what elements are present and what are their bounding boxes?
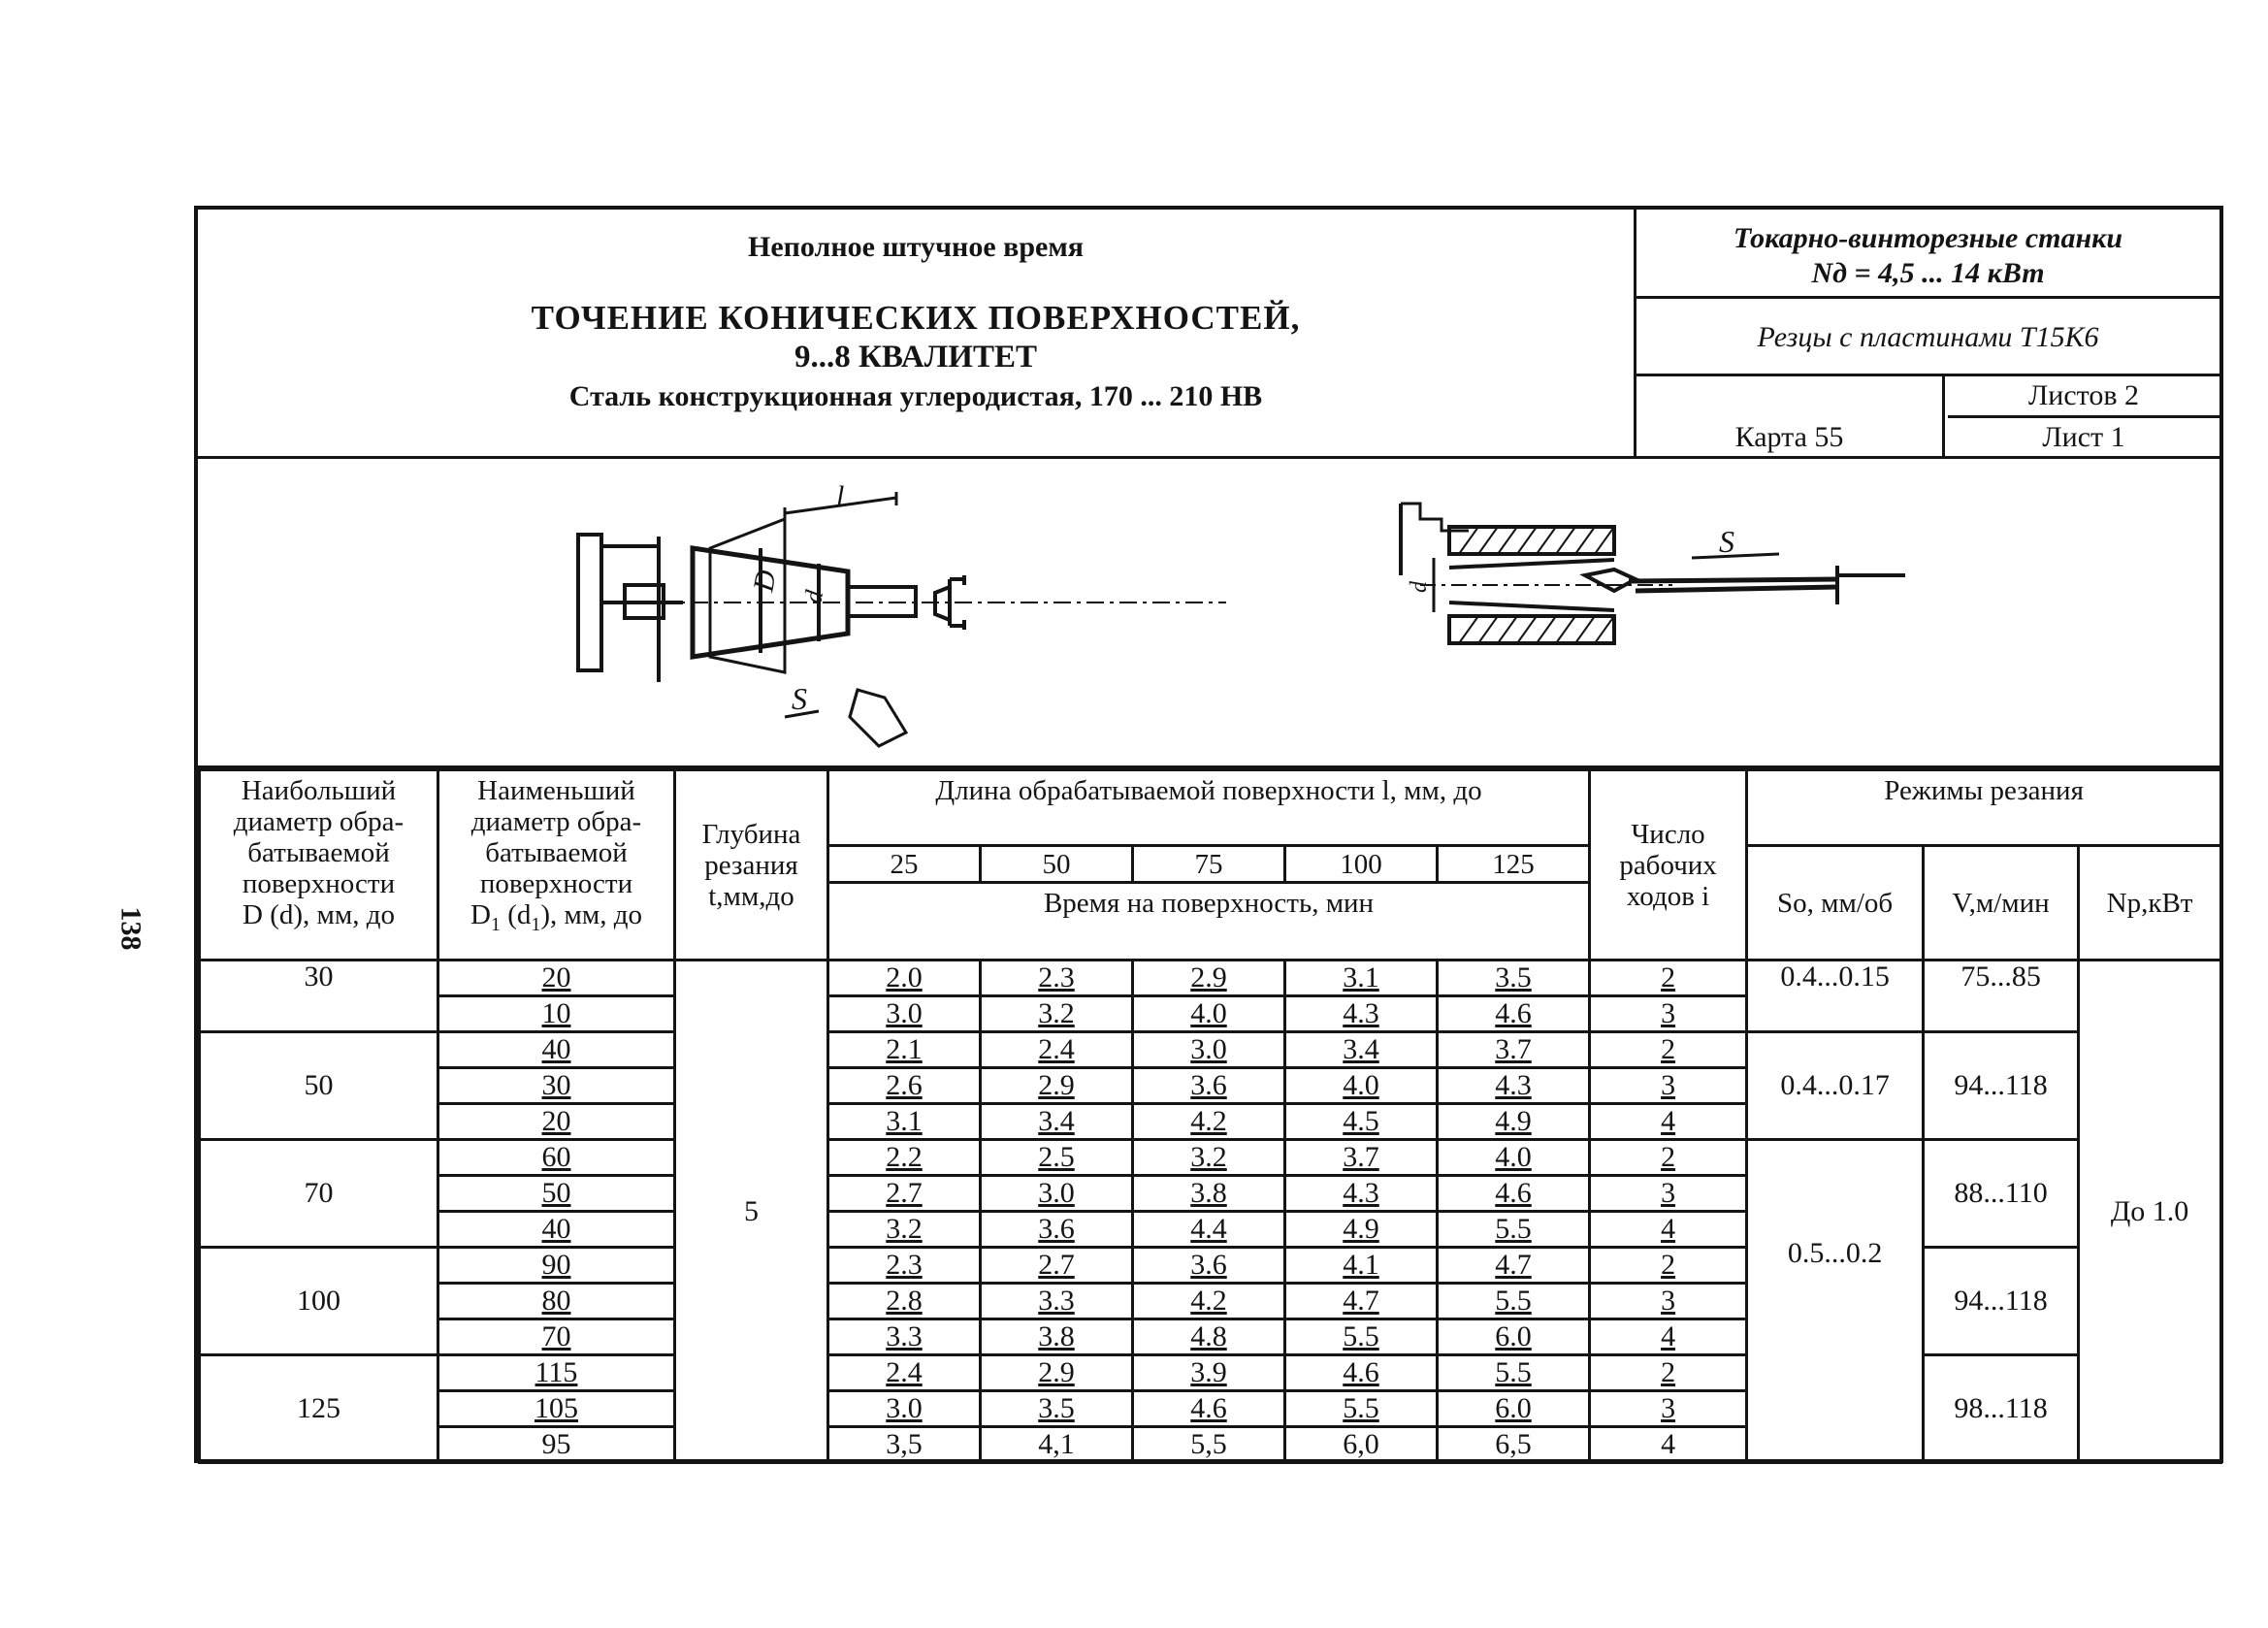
time-cell: 4.1 xyxy=(1285,1248,1438,1284)
min-diameter-cell: 30 xyxy=(438,1068,675,1104)
time-cell: 2.2 xyxy=(828,1140,981,1176)
time-cell: 3.8 xyxy=(981,1319,1133,1355)
norms-table-wrap xyxy=(198,768,2219,1464)
time-cell: 2.0 xyxy=(828,961,981,996)
min-diameter-cell: 115 xyxy=(438,1355,675,1391)
label-length: l xyxy=(836,480,845,512)
min-diameter-cell: 105 xyxy=(438,1391,675,1427)
machine-power: Nд = 4,5 ... 14 кВт xyxy=(1811,257,2045,289)
machine-type xyxy=(1636,210,2219,299)
machine-type-line1: Токарно-винторезные станки xyxy=(1733,222,2123,254)
min-diameter-cell: 90 xyxy=(438,1248,675,1284)
col-depth-l1: Глубина xyxy=(701,818,801,850)
time-cell: 4.6 xyxy=(1438,996,1590,1032)
time-cell: 3.9 xyxy=(1133,1355,1285,1391)
col-min-d-b: (d xyxy=(507,899,532,930)
time-cell: 2.3 xyxy=(828,1248,981,1284)
passes-cell: 4 xyxy=(1590,1212,1747,1248)
time-cell: 4.3 xyxy=(1285,996,1438,1032)
col-min-diameter-l2a: диаметр xyxy=(470,806,570,837)
passes-cell: 4 xyxy=(1590,1104,1747,1140)
time-cell: 2.4 xyxy=(981,1032,1133,1068)
length-100: 100 xyxy=(1285,846,1438,883)
speed-cell: 94...118 xyxy=(1924,1032,2079,1140)
time-cell: 2.8 xyxy=(828,1284,981,1319)
passes-cell: 2 xyxy=(1590,1032,1747,1068)
label-d-right: d xyxy=(1407,581,1432,593)
sheets-total: Листов 2 xyxy=(1948,376,2219,418)
col-min-diameter-l2 xyxy=(439,806,673,837)
norms-table xyxy=(198,768,2222,1464)
time-cell: 2.9 xyxy=(1133,961,1285,996)
time-cell: 4.0 xyxy=(1133,996,1285,1032)
time-cell: 3.6 xyxy=(1133,1068,1285,1104)
time-cell: 5.5 xyxy=(1438,1355,1590,1391)
col-passes-l3: ходов i xyxy=(1626,880,1710,912)
col-min-d-c: ), мм, до xyxy=(540,899,642,930)
col-min-diameter xyxy=(438,770,675,961)
passes-cell: 3 xyxy=(1590,1068,1747,1104)
label-feed-right: S xyxy=(1719,524,1734,559)
card-sheet xyxy=(194,206,2223,1463)
bush-wall-top xyxy=(1449,527,1614,554)
time-cell: 4.2 xyxy=(1133,1104,1285,1140)
time-cell: 3.0 xyxy=(981,1176,1133,1212)
speed-cell: 88...110 xyxy=(1924,1140,2079,1248)
col-time: Время на поверхность, мин xyxy=(828,883,1590,961)
min-diameter-cell: 40 xyxy=(438,1212,675,1248)
time-cell: 3.1 xyxy=(828,1104,981,1140)
table-row xyxy=(200,1140,2221,1176)
max-diameter-cell: 30 xyxy=(200,961,438,1032)
col-max-diameter-l2: диаметр обра- xyxy=(233,806,405,837)
time-cell: 3.6 xyxy=(1133,1248,1285,1284)
page-number: 138 xyxy=(114,906,147,951)
bush-wall-bottom xyxy=(1449,616,1614,643)
length-125: 125 xyxy=(1438,846,1590,883)
col-max-diameter xyxy=(200,770,438,961)
time-cell: 3.0 xyxy=(828,1391,981,1427)
header-subtitle: Неполное штучное время xyxy=(747,231,1085,263)
card-number: Карта 55 xyxy=(1636,376,1945,456)
time-cell: 2.1 xyxy=(828,1032,981,1068)
time-cell: 3.5 xyxy=(981,1391,1133,1427)
header-info-block xyxy=(1636,210,2219,456)
col-max-diameter-l4: поверхности xyxy=(242,868,396,899)
passes-cell: 2 xyxy=(1590,961,1747,996)
col-min-diameter-l1: Наименьший xyxy=(477,775,635,806)
power-cell: До 1.0 xyxy=(2079,961,2221,1463)
time-cell: 2.7 xyxy=(981,1248,1133,1284)
passes-cell: 3 xyxy=(1590,1284,1747,1319)
col-min-diameter-l2b: обра- xyxy=(576,806,642,837)
time-cell: 6.0 xyxy=(1438,1391,1590,1427)
feed-cell: 0.4...0.15 xyxy=(1747,961,1924,1032)
max-diameter-cell: 70 xyxy=(200,1140,438,1248)
internal-taper-sketch xyxy=(1381,498,2060,692)
col-passes-l1: Число xyxy=(1631,818,1705,850)
time-cell: 4.9 xyxy=(1438,1104,1590,1140)
time-cell: 4.7 xyxy=(1438,1248,1590,1284)
col-power: Nр,кВт xyxy=(2079,846,2221,961)
passes-cell: 4 xyxy=(1590,1427,1747,1463)
col-max-diameter-l1: Наибольший xyxy=(241,775,397,806)
passes-cell: 4 xyxy=(1590,1319,1747,1355)
time-cell: 4.7 xyxy=(1285,1284,1438,1319)
time-cell: 3.2 xyxy=(828,1212,981,1248)
time-cell: 3.3 xyxy=(981,1284,1133,1319)
time-cell: 2.9 xyxy=(981,1068,1133,1104)
min-diameter-cell: 70 xyxy=(438,1319,675,1355)
col-depth-l2: резания xyxy=(704,849,798,881)
time-cell: 2.3 xyxy=(981,961,1133,996)
passes-cell: 2 xyxy=(1590,1140,1747,1176)
length-75: 75 xyxy=(1133,846,1285,883)
time-cell: 4.3 xyxy=(1438,1068,1590,1104)
passes-cell: 3 xyxy=(1590,1176,1747,1212)
time-cell: 4.5 xyxy=(1285,1104,1438,1140)
time-cell: 4,1 xyxy=(981,1427,1133,1463)
sheet-number: Лист 1 xyxy=(2042,421,2125,453)
time-cell: 3.6 xyxy=(981,1212,1133,1248)
passes-cell: 3 xyxy=(1590,996,1747,1032)
time-cell: 3.5 xyxy=(1438,961,1590,996)
time-cell: 4.3 xyxy=(1285,1176,1438,1212)
time-cell: 4.2 xyxy=(1133,1284,1285,1319)
table-row xyxy=(200,1032,2221,1068)
min-diameter-cell: 20 xyxy=(438,1104,675,1140)
label-feed-left: S xyxy=(792,681,807,716)
time-cell: 3.2 xyxy=(981,996,1133,1032)
time-cell: 3.1 xyxy=(1285,961,1438,996)
min-diameter-cell: 50 xyxy=(438,1176,675,1212)
col-passes-l2: рабочих xyxy=(1619,849,1717,881)
passes-cell: 2 xyxy=(1590,1248,1747,1284)
col-min-diameter-l4: поверхности xyxy=(479,868,633,899)
time-cell: 3.7 xyxy=(1438,1032,1590,1068)
time-cell: 5.5 xyxy=(1438,1212,1590,1248)
time-cell: 4.6 xyxy=(1285,1355,1438,1391)
table-row xyxy=(200,961,2221,996)
feed-cell: 0.4...0.17 xyxy=(1747,1032,1924,1140)
time-cell: 4.8 xyxy=(1133,1319,1285,1355)
time-cell: 5.5 xyxy=(1285,1319,1438,1355)
boring-bar xyxy=(1629,579,1837,581)
length-25: 25 xyxy=(828,846,981,883)
time-cell: 3,5 xyxy=(828,1427,981,1463)
time-cell: 3.0 xyxy=(1133,1032,1285,1068)
external-taper-sketch xyxy=(567,478,1246,760)
time-cell: 4.9 xyxy=(1285,1212,1438,1248)
col-depth xyxy=(675,770,828,961)
time-cell: 2.5 xyxy=(981,1140,1133,1176)
col-max-diameter-l5: D (d), мм, до xyxy=(243,899,395,930)
speed-cell: 75...85 xyxy=(1924,961,2079,1032)
col-depth-l3: t,мм,до xyxy=(708,880,794,912)
length-50: 50 xyxy=(981,846,1133,883)
col-min-diameter-l5 xyxy=(439,899,673,940)
col-min-d-sub1: 1 xyxy=(490,913,501,935)
label-D: D xyxy=(747,568,783,595)
speed-cell: 94...118 xyxy=(1924,1248,2079,1355)
label-d: d xyxy=(798,588,829,606)
col-modes: Режимы резания xyxy=(1747,770,2221,846)
col-min-d-sub2: 1 xyxy=(531,913,541,935)
time-cell: 2.7 xyxy=(828,1176,981,1212)
max-diameter-cell: 100 xyxy=(200,1248,438,1355)
col-length: Длина обрабатываемой поверхности l, мм, до xyxy=(828,770,1590,846)
boring-insert xyxy=(1585,570,1636,591)
time-cell: 4.4 xyxy=(1133,1212,1285,1248)
col-feed: So, мм/об xyxy=(1747,846,1924,961)
time-cell: 3.8 xyxy=(1133,1176,1285,1212)
header-title-quality: 9...8 КВАЛИТЕТ xyxy=(794,340,1037,374)
header-material: Сталь конструкционная углеродистая, 170 ... 210 НВ xyxy=(568,380,1263,412)
time-cell: 5,5 xyxy=(1133,1427,1285,1463)
min-diameter-cell: 20 xyxy=(438,961,675,996)
time-cell: 2.9 xyxy=(981,1355,1133,1391)
card-header xyxy=(198,210,2219,459)
time-cell: 4.0 xyxy=(1285,1068,1438,1104)
sketch-area xyxy=(198,459,2219,768)
time-cell: 6,0 xyxy=(1285,1427,1438,1463)
time-cell: 2.6 xyxy=(828,1068,981,1104)
max-diameter-cell: 50 xyxy=(200,1032,438,1140)
time-cell: 5.5 xyxy=(1285,1391,1438,1427)
cutting-tools: Резцы с пластинами Т15К6 xyxy=(1636,302,2219,376)
header-title-block xyxy=(198,210,1636,456)
col-min-diameter-l3: батываемой xyxy=(485,837,628,868)
time-cell: 3.4 xyxy=(1285,1032,1438,1068)
feed-cell: 0.5...0.2 xyxy=(1747,1140,1924,1463)
time-cell: 6.0 xyxy=(1438,1319,1590,1355)
min-diameter-cell: 80 xyxy=(438,1284,675,1319)
min-diameter-cell: 60 xyxy=(438,1140,675,1176)
col-max-diameter-l3: батываемой xyxy=(247,837,390,868)
feed-arrow-right xyxy=(1692,554,1779,558)
time-cell: 3.0 xyxy=(828,996,981,1032)
time-cell: 4.6 xyxy=(1438,1176,1590,1212)
speed-cell: 98...118 xyxy=(1924,1355,2079,1463)
col-min-d-a: D xyxy=(470,899,491,930)
time-cell: 4.6 xyxy=(1133,1391,1285,1427)
time-cell: 5.5 xyxy=(1438,1284,1590,1319)
time-cell: 2.4 xyxy=(828,1355,981,1391)
cutter-insert xyxy=(850,690,906,746)
time-cell: 3.2 xyxy=(1133,1140,1285,1176)
time-cell: 6,5 xyxy=(1438,1427,1590,1463)
min-diameter-cell: 10 xyxy=(438,996,675,1032)
passes-cell: 2 xyxy=(1590,1355,1747,1391)
time-cell: 3.4 xyxy=(981,1104,1133,1140)
time-cell: 4.0 xyxy=(1438,1140,1590,1176)
chuck-face xyxy=(578,535,601,670)
depth-cell: 5 xyxy=(675,961,828,1463)
norms-body xyxy=(200,961,2221,1463)
passes-cell: 3 xyxy=(1590,1391,1747,1427)
max-diameter-cell: 125 xyxy=(200,1355,438,1463)
col-passes xyxy=(1590,770,1747,961)
min-diameter-cell: 95 xyxy=(438,1427,675,1463)
header-title: ТОЧЕНИЕ КОНИЧЕСКИХ ПОВЕРХНОСТЕЙ, xyxy=(531,299,1301,337)
col-speed: V,м/мин xyxy=(1924,846,2079,961)
time-cell: 3.3 xyxy=(828,1319,981,1355)
min-diameter-cell: 40 xyxy=(438,1032,675,1068)
time-cell: 3.7 xyxy=(1285,1140,1438,1176)
